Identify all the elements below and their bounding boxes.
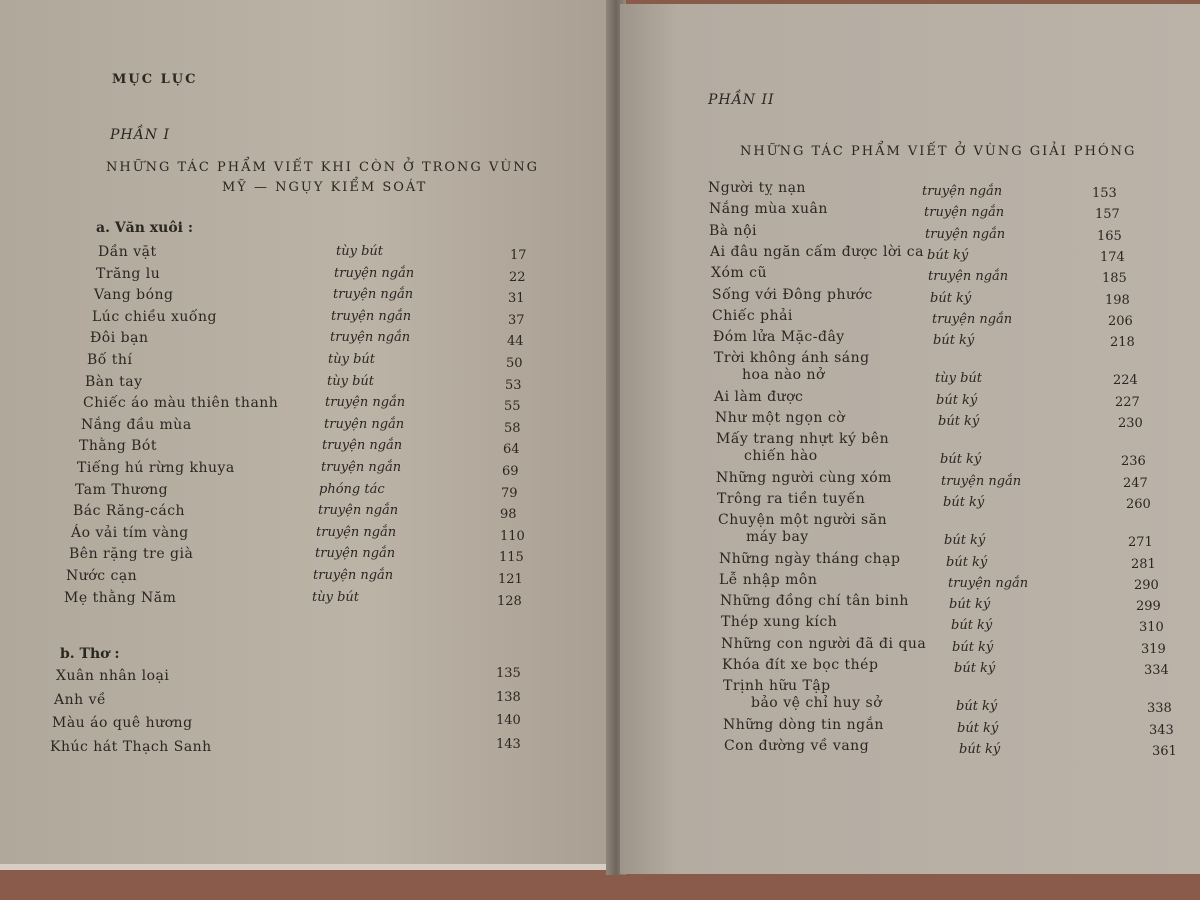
toc-poem-page: 140 <box>496 713 521 728</box>
toc-entry-page: 185 <box>1102 271 1127 287</box>
toc-entry-genre: truyện ngắn <box>316 524 397 540</box>
toc-entry-genre: phóng tác <box>319 481 385 497</box>
left-page <box>0 0 612 870</box>
toc-entry-page: 281 <box>1131 556 1156 572</box>
toc-entry-genre: bút ký <box>952 639 994 655</box>
toc-entry-page: 334 <box>1144 663 1169 678</box>
toc-entry-title: Người tỵ nạn <box>708 180 806 196</box>
toc-entry-page: 17 <box>510 248 527 263</box>
toc-entry-page: 128 <box>497 593 522 609</box>
toc-title: MỤC LỤC <box>112 72 198 87</box>
toc-entry-page: 37 <box>508 312 525 328</box>
toc-entry-page: 55 <box>504 399 521 415</box>
toc-entry-genre: truyện ngắn <box>924 205 1005 221</box>
toc-entry-genre: truyện ngắn <box>318 503 399 519</box>
toc-entry-page: 22 <box>509 269 526 285</box>
toc-entry-genre: truyện ngắn <box>331 308 412 324</box>
toc-entry-title: Tiếng hú rừng khuya <box>77 460 235 476</box>
toc-entry-title: Chiếc áo màu thiên thanh <box>83 395 279 412</box>
section-poetry-label: b. Thơ : <box>60 646 120 662</box>
toc-entry-genre: truyện ngắn <box>322 438 403 454</box>
toc-entry-genre: bút ký <box>949 597 991 613</box>
toc-entry-genre: bút ký <box>933 333 975 349</box>
toc-entry-title: Tam Thương <box>75 481 169 498</box>
toc-entry-page: 110 <box>500 528 525 544</box>
toc-entry-page: 174 <box>1100 249 1125 265</box>
toc-entry-title: Bà nội <box>709 222 758 239</box>
toc-entry-page: 79 <box>501 485 518 501</box>
toc-entry-page: 338 <box>1147 701 1172 717</box>
toc-poem-title: Anh về <box>54 691 107 708</box>
toc-entry-genre: truyện ngắn <box>321 460 402 475</box>
toc-entry-title: Con đường về vang <box>724 737 870 754</box>
toc-entry-title-cont: hoa nào nở <box>742 367 825 384</box>
toc-entry-page: 310 <box>1139 620 1164 636</box>
toc-entry-page: 299 <box>1136 599 1161 615</box>
toc-entry-title: Đóm lửa Mặc-đây <box>713 329 845 346</box>
toc-entry-genre: bút ký <box>943 494 985 510</box>
toc-entry-title: Đôi bạn <box>90 330 149 347</box>
toc-entry-title: Nước cạn <box>66 568 138 584</box>
toc-entry-title-cont: chiến hào <box>744 448 818 465</box>
toc-entry-title: Chuyện một người săn <box>718 512 888 529</box>
toc-entry-page: 260 <box>1126 496 1151 512</box>
section-prose-label: a. Văn xuôi : <box>96 220 194 236</box>
toc-poem-page: 138 <box>496 689 521 705</box>
toc-entry-title: Mẹ thằng Năm <box>64 589 177 606</box>
toc-entry-title-cont: bảo vệ chỉ huy sở <box>751 695 883 712</box>
toc-entry-title: Áo vải tím vàng <box>71 524 189 541</box>
toc-entry-genre: bút ký <box>938 414 980 429</box>
toc-entry-title: Ai đâu ngăn cấm được lời ca <box>710 243 924 260</box>
toc-entry-page: 361 <box>1152 743 1177 759</box>
toc-entry-genre: truyện ngắn <box>925 226 1006 242</box>
toc-entry-title: Xóm cũ <box>711 265 767 282</box>
toc-entry-title: Sống với Đông phước <box>712 286 873 303</box>
toc-entry-page: 198 <box>1105 292 1130 308</box>
toc-entry-genre: truyện ngắn <box>315 546 396 562</box>
toc-entry-title: Những ngày tháng chạp <box>719 550 901 567</box>
toc-entry-page: 165 <box>1097 228 1122 244</box>
toc-entry-genre: bút ký <box>946 554 988 570</box>
toc-entry-page: 98 <box>500 507 517 523</box>
toc-entry-genre: truyện ngắn <box>922 184 1003 199</box>
part-one-label: PHẦN I <box>110 127 170 143</box>
toc-entry-page: 230 <box>1118 416 1143 431</box>
toc-entry-title: Bác Răng-cách <box>73 503 186 520</box>
toc-entry-page: 271 <box>1128 535 1153 551</box>
toc-entry-title: Như một ngọn cờ <box>715 410 846 426</box>
toc-entry-title: Bàn tay <box>85 373 143 390</box>
part-one-heading-line1: NHỮNG TÁC PHẨM VIẾT KHI CÒN Ở TRONG VÙNG <box>106 160 540 175</box>
toc-entry-page: 121 <box>498 572 523 587</box>
toc-entry-page: 290 <box>1134 577 1159 593</box>
toc-entry-genre: tùy bút <box>935 371 982 387</box>
toc-entry-page: 247 <box>1123 475 1148 491</box>
toc-entry-title: Trăng lu <box>96 265 161 282</box>
toc-entry-page: 44 <box>507 334 524 350</box>
toc-poem-title: Khúc hát Thạch Sanh <box>50 738 212 755</box>
toc-entry-page: 236 <box>1121 454 1146 470</box>
toc-entry-title: Những người cùng xóm <box>716 469 892 486</box>
toc-entry-genre: bút ký <box>930 290 972 306</box>
toc-entry-page: 53 <box>505 377 522 393</box>
toc-entry-genre: bút ký <box>957 720 999 736</box>
toc-entry-genre: bút ký <box>956 699 998 715</box>
toc-entry-title: Nắng mùa xuân <box>709 201 828 218</box>
toc-entry-title: Trời không ánh sáng <box>714 350 870 367</box>
toc-entry-genre: truyện ngắn <box>325 395 406 411</box>
toc-entry-genre: truyện ngắn <box>932 311 1013 327</box>
toc-entry-title: Dần vặt <box>98 244 157 260</box>
toc-poem-title: Màu áo quê hương <box>52 715 193 731</box>
toc-entry-title: Lúc chiều xuống <box>92 308 217 325</box>
toc-entry-page: 115 <box>499 550 524 566</box>
toc-entry-title: Những con người đã đi qua <box>721 635 927 652</box>
toc-entry-genre: bút ký <box>940 452 982 468</box>
toc-entry-genre: bút ký <box>936 392 978 408</box>
toc-entry-page: 157 <box>1095 207 1120 223</box>
toc-entry-title: Thép xung kích <box>721 614 838 631</box>
toc-entry-genre: tùy bút <box>312 589 359 605</box>
toc-entry-genre: truyện ngắn <box>324 416 405 432</box>
toc-entry-genre: truyện ngắn <box>928 269 1009 285</box>
toc-entry-title: Những dòng tin ngắn <box>723 716 884 733</box>
toc-poem-title: Xuân nhân loại <box>56 668 170 684</box>
toc-entry-title: Mấy trang nhựt ký bên <box>716 431 890 448</box>
toc-entry-page: 69 <box>502 464 519 479</box>
right-page <box>620 4 1200 874</box>
toc-entry-page: 343 <box>1149 722 1174 738</box>
toc-entry-genre: truyện ngắn <box>333 287 414 303</box>
toc-entry-title: Vang bóng <box>94 287 174 304</box>
toc-entry-genre: truyện ngắn <box>948 575 1029 591</box>
toc-entry-genre: bút ký <box>951 618 993 634</box>
toc-entry-title: Chiếc phải <box>712 307 793 324</box>
toc-poem-page: 135 <box>496 666 521 681</box>
toc-entry-genre: bút ký <box>959 741 1001 757</box>
toc-entry-genre: truyện ngắn <box>330 330 411 346</box>
toc-entry-title: Trông ra tiền tuyến <box>717 490 866 507</box>
toc-entry-genre: truyện ngắn <box>941 473 1022 489</box>
toc-entry-title: Bố thí <box>87 352 133 368</box>
toc-entry-page: 227 <box>1115 394 1140 410</box>
toc-entry-page: 224 <box>1113 373 1138 389</box>
toc-entry-title: Khóa đít xe bọc thép <box>722 657 879 673</box>
toc-entry-genre: truyện ngắn <box>334 265 415 281</box>
toc-entry-genre: truyện ngắn <box>313 568 394 583</box>
toc-entry-genre: bút ký <box>927 247 969 263</box>
toc-entry-genre: tùy bút <box>336 244 383 259</box>
toc-entry-title: Ai làm được <box>714 388 804 405</box>
toc-entry-genre: tùy bút <box>328 352 375 367</box>
toc-entry-genre: bút ký <box>954 661 996 676</box>
toc-entry-title: Những đồng chí tân binh <box>720 593 909 610</box>
toc-entry-title: Trịnh hữu Tập <box>723 678 831 695</box>
part-two-label: PHẦN II <box>708 92 775 108</box>
toc-entry-page: 50 <box>506 356 523 371</box>
toc-entry-genre: bút ký <box>944 533 986 549</box>
toc-entry-page: 206 <box>1108 313 1133 329</box>
toc-entry-page: 58 <box>504 420 521 436</box>
toc-entry-title-cont: máy bay <box>746 529 809 546</box>
toc-entry-page: 153 <box>1092 186 1117 201</box>
toc-entry-title: Thằng Bót <box>79 438 157 455</box>
part-two-heading: NHỮNG TÁC PHẨM VIẾT Ở VÙNG GIẢI PHÓNG <box>740 144 1137 159</box>
part-one-heading-line2: MỸ — NGỤY KIỂM SOÁT <box>222 180 428 195</box>
toc-entry-page: 319 <box>1141 641 1166 657</box>
toc-poem-page: 143 <box>496 736 521 752</box>
toc-entry-page: 64 <box>503 442 520 458</box>
toc-entry-page: 218 <box>1110 335 1135 351</box>
toc-entry-page: 31 <box>508 291 525 307</box>
toc-entry-title: Nắng đầu mùa <box>81 416 192 433</box>
toc-entry-title: Bên rặng tre già <box>69 546 194 563</box>
toc-entry-title: Lễ nhập môn <box>719 571 818 588</box>
toc-entry-genre: tùy bút <box>327 373 374 389</box>
